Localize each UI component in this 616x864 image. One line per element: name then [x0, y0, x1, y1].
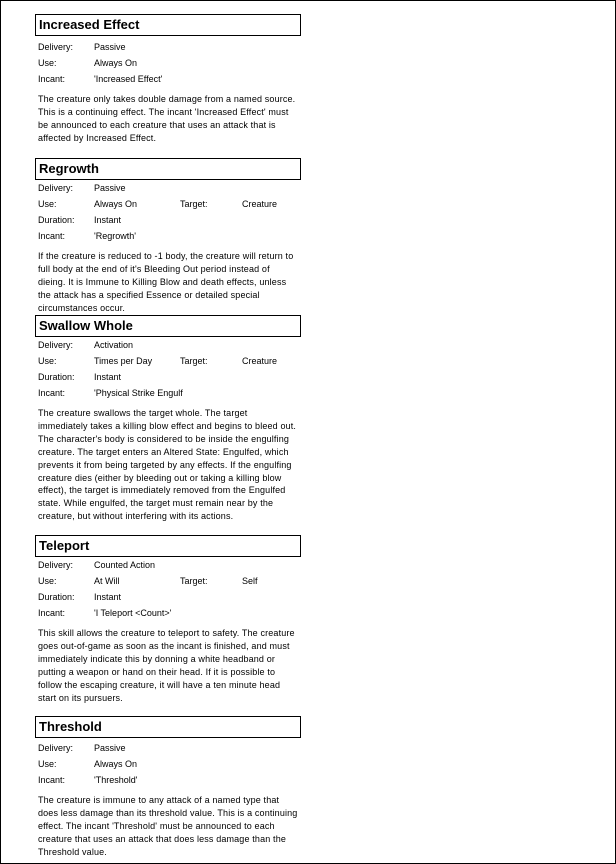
incant-row — [35, 71, 301, 87]
skill-description: The creature swallows the target whole. The target immediately takes a killing blow effect and begins to bleed out. The character's body is considered to be inside the engulfing creature. The target enters an Altered State: Engulfed, which prevents it from being targeted by any effects. If the engulfing creature dies (either by bleeding out or taking a killing blow effect), the target is immediately removed from the Engulfed state. While engulfed, the target must remain near by the creature, but without interfering with its actions. — [38, 408, 297, 522]
incant-label: Incant: — [38, 608, 66, 618]
delivery-label: Delivery: — [38, 743, 74, 753]
duration-row — [35, 212, 301, 228]
use-value: Always On — [94, 58, 138, 68]
skill-title: Threshold — [35, 716, 301, 738]
skill-description: The creature is immune to any attack of a named type that does less damage than its threshold value. This is a continuing effect. The incant 'Threshold' must be announced to each creature that uses an attack that does less damage than the Threshold value. — [38, 795, 298, 857]
use-label: Use: — [38, 576, 57, 586]
incant-row — [35, 605, 301, 621]
skill-block-teleport — [35, 535, 301, 704]
skill-block-threshold — [35, 716, 301, 859]
duration-label: Duration: — [38, 215, 75, 225]
incant-row — [35, 385, 301, 401]
delivery-row — [35, 337, 301, 353]
incant-label: Incant: — [38, 388, 66, 398]
duration-row — [35, 369, 301, 385]
target-value: Creature — [242, 199, 278, 209]
incant-value: 'Physical Strike Engulf — [94, 388, 183, 398]
use-value: Always On — [94, 199, 138, 209]
duration-label: Duration: — [38, 372, 75, 382]
use-row — [35, 756, 301, 772]
use-row — [35, 196, 301, 212]
delivery-label: Delivery: — [38, 340, 74, 350]
use-label: Use: — [38, 199, 57, 209]
skill-block-swallow-whole — [35, 315, 301, 523]
skill-block-increased-effect — [35, 14, 301, 145]
duration-value: Instant — [94, 372, 122, 382]
delivery-row — [35, 740, 301, 756]
duration-row — [35, 589, 301, 605]
skill-title: Increased Effect — [35, 14, 301, 36]
delivery-label: Delivery: — [38, 183, 74, 193]
incant-value: 'Increased Effect' — [94, 74, 163, 84]
skill-description: The creature only takes double damage from a named source. This is a continuing effect. The incant 'Increased Effect' must be announced to each creature that uses an attack that is affected by Increased Effect. — [38, 94, 296, 143]
delivery-value: Passive — [94, 42, 126, 52]
delivery-value: Passive — [94, 183, 126, 193]
incant-value: 'Regrowth' — [94, 231, 136, 241]
delivery-value: Counted Action — [94, 560, 156, 570]
delivery-row — [35, 39, 301, 55]
delivery-value: Activation — [94, 340, 134, 350]
target-label: Target: — [180, 576, 208, 586]
duration-label: Duration: — [38, 592, 75, 602]
skill-description: This skill allows the creature to teleport to safety. The creature goes out-of-game as soon as the incant is finished, and must immediately indicate this by donning a white headband or putting a weapon or hand on their head. If it is possible to follow the escaping creature, it will have a ten minute head start on its pursuers. — [38, 628, 295, 703]
skill-description: If the creature is reduced to -1 body, the creature will return to full body at the end of it's Bleeding Out period instead of dieing. It is Immune to Killing Blow and death effects, unless the attack has a specified Essence or detailed special circumstances occur. — [38, 251, 294, 313]
delivery-value: Passive — [94, 743, 126, 753]
duration-value: Instant — [94, 215, 122, 225]
delivery-label: Delivery: — [38, 560, 74, 570]
use-label: Use: — [38, 759, 57, 769]
incant-row — [35, 772, 301, 788]
incant-row — [35, 228, 301, 244]
incant-label: Incant: — [38, 231, 66, 241]
use-value: Times per Day — [94, 356, 153, 366]
target-value: Creature — [242, 356, 278, 366]
delivery-label: Delivery: — [38, 42, 74, 52]
delivery-row — [35, 557, 301, 573]
skill-block-regrowth — [35, 158, 301, 315]
target-label: Target: — [180, 356, 208, 366]
delivery-row — [35, 180, 301, 196]
skill-title: Teleport — [35, 535, 301, 557]
use-label: Use: — [38, 356, 57, 366]
duration-value: Instant — [94, 592, 122, 602]
use-label: Use: — [38, 58, 57, 68]
use-row — [35, 55, 301, 71]
use-value: At Will — [94, 576, 120, 586]
incant-value: 'I Teleport <Count>' — [94, 608, 172, 618]
use-row — [35, 353, 301, 369]
skill-title: Regrowth — [35, 158, 301, 180]
target-label: Target: — [180, 199, 208, 209]
skill-title: Swallow Whole — [35, 315, 301, 337]
incant-value: 'Threshold' — [94, 775, 138, 785]
target-value: Self — [242, 576, 258, 586]
use-row — [35, 573, 301, 589]
incant-label: Incant: — [38, 74, 66, 84]
use-value: Always On — [94, 759, 138, 769]
incant-label: Incant: — [38, 775, 66, 785]
